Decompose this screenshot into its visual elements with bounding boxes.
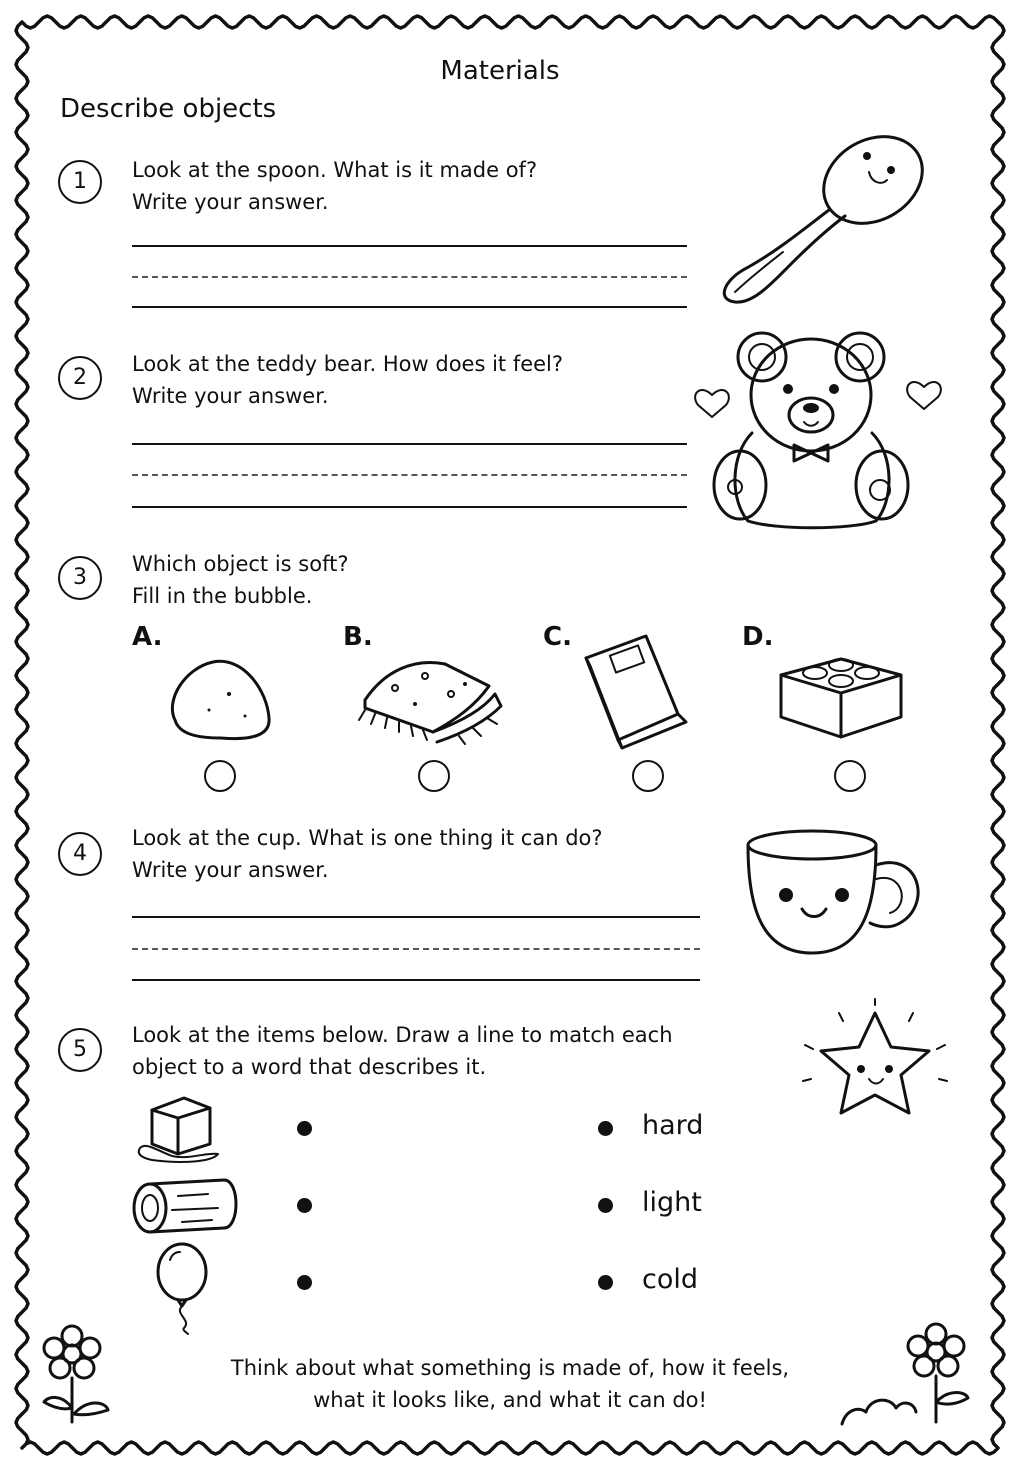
- question-1-text: [132, 154, 537, 218]
- answer-line-4-top[interactable]: [132, 916, 700, 918]
- footer-tip: [0, 1352, 1020, 1416]
- match-dot-right-1[interactable]: [598, 1121, 613, 1136]
- match-word-light: light: [642, 1187, 702, 1218]
- question-4-line-2: Write your answer.: [132, 858, 329, 882]
- footer-line-1: Think about what something is made of, how it feels,: [230, 1356, 790, 1380]
- toy-brick-icon: [775, 635, 910, 745]
- question-number-5: 5: [58, 1028, 102, 1072]
- answer-line-2-top[interactable]: [132, 443, 687, 445]
- match-dot-left-3[interactable]: [297, 1275, 312, 1290]
- answer-line-1-top[interactable]: [132, 245, 687, 247]
- question-1-line-2: Write your answer.: [132, 190, 329, 214]
- page-subtitle: Describe objects: [60, 94, 277, 124]
- option-b-bubble[interactable]: [418, 760, 450, 792]
- option-a-letter: A.: [132, 622, 163, 652]
- log-icon: [128, 1176, 243, 1238]
- option-d-bubble[interactable]: [834, 760, 866, 792]
- match-dot-right-3[interactable]: [598, 1275, 613, 1290]
- answer-line-2-bottom[interactable]: [132, 506, 687, 508]
- spoon-icon: [705, 128, 935, 308]
- question-number-3: 3: [58, 556, 102, 600]
- book-icon: [578, 630, 698, 755]
- teddy-bear-icon: [690, 325, 950, 540]
- match-dot-left-1[interactable]: [297, 1121, 312, 1136]
- question-3-text: [132, 548, 348, 612]
- answer-line-4-middle[interactable]: [132, 948, 700, 950]
- match-dot-right-2[interactable]: [598, 1198, 613, 1213]
- question-5-text: [132, 1019, 673, 1083]
- question-number-1: 1: [58, 160, 102, 204]
- rock-icon: [165, 650, 275, 745]
- match-word-hard: hard: [642, 1110, 704, 1141]
- answer-line-1-bottom[interactable]: [132, 306, 687, 308]
- option-d-letter: D.: [742, 622, 774, 652]
- match-dot-left-2[interactable]: [297, 1198, 312, 1213]
- balloon-icon: [148, 1240, 218, 1335]
- option-a-bubble[interactable]: [204, 760, 236, 792]
- answer-line-2-middle[interactable]: [132, 474, 687, 476]
- blanket-icon: [355, 650, 505, 750]
- option-b-letter: B.: [343, 622, 373, 652]
- answer-line-4-bottom[interactable]: [132, 979, 700, 981]
- question-2-line-2: Write your answer.: [132, 384, 329, 408]
- answer-line-1-middle[interactable]: [132, 276, 687, 278]
- ice-cube-icon: [132, 1090, 222, 1165]
- question-5-line-1: Look at the items below. Draw a line to match each: [132, 1023, 673, 1047]
- question-1-line-1: Look at the spoon. What is it made of?: [132, 158, 538, 182]
- question-number-2: 2: [58, 356, 102, 400]
- question-2-text: [132, 348, 563, 412]
- question-4-line-1: Look at the cup. What is one thing it can do?: [132, 826, 603, 850]
- match-word-cold: cold: [642, 1264, 699, 1295]
- question-2-line-1: Look at the teddy bear. How does it feel?: [132, 352, 564, 376]
- star-icon: [795, 995, 955, 1130]
- question-number-4: 4: [58, 832, 102, 876]
- page-title: Materials: [440, 56, 560, 86]
- footer-line-2: what it looks like, and what it can do!: [313, 1388, 707, 1412]
- question-4-text: [132, 822, 603, 886]
- question-3-line-2: Fill in the bubble.: [132, 584, 313, 608]
- option-c-bubble[interactable]: [632, 760, 664, 792]
- option-c-letter: C.: [543, 622, 572, 652]
- question-3-line-1: Which object is soft?: [132, 552, 349, 576]
- cup-icon: [740, 825, 935, 960]
- question-5-line-2: object to a word that describes it.: [132, 1055, 487, 1079]
